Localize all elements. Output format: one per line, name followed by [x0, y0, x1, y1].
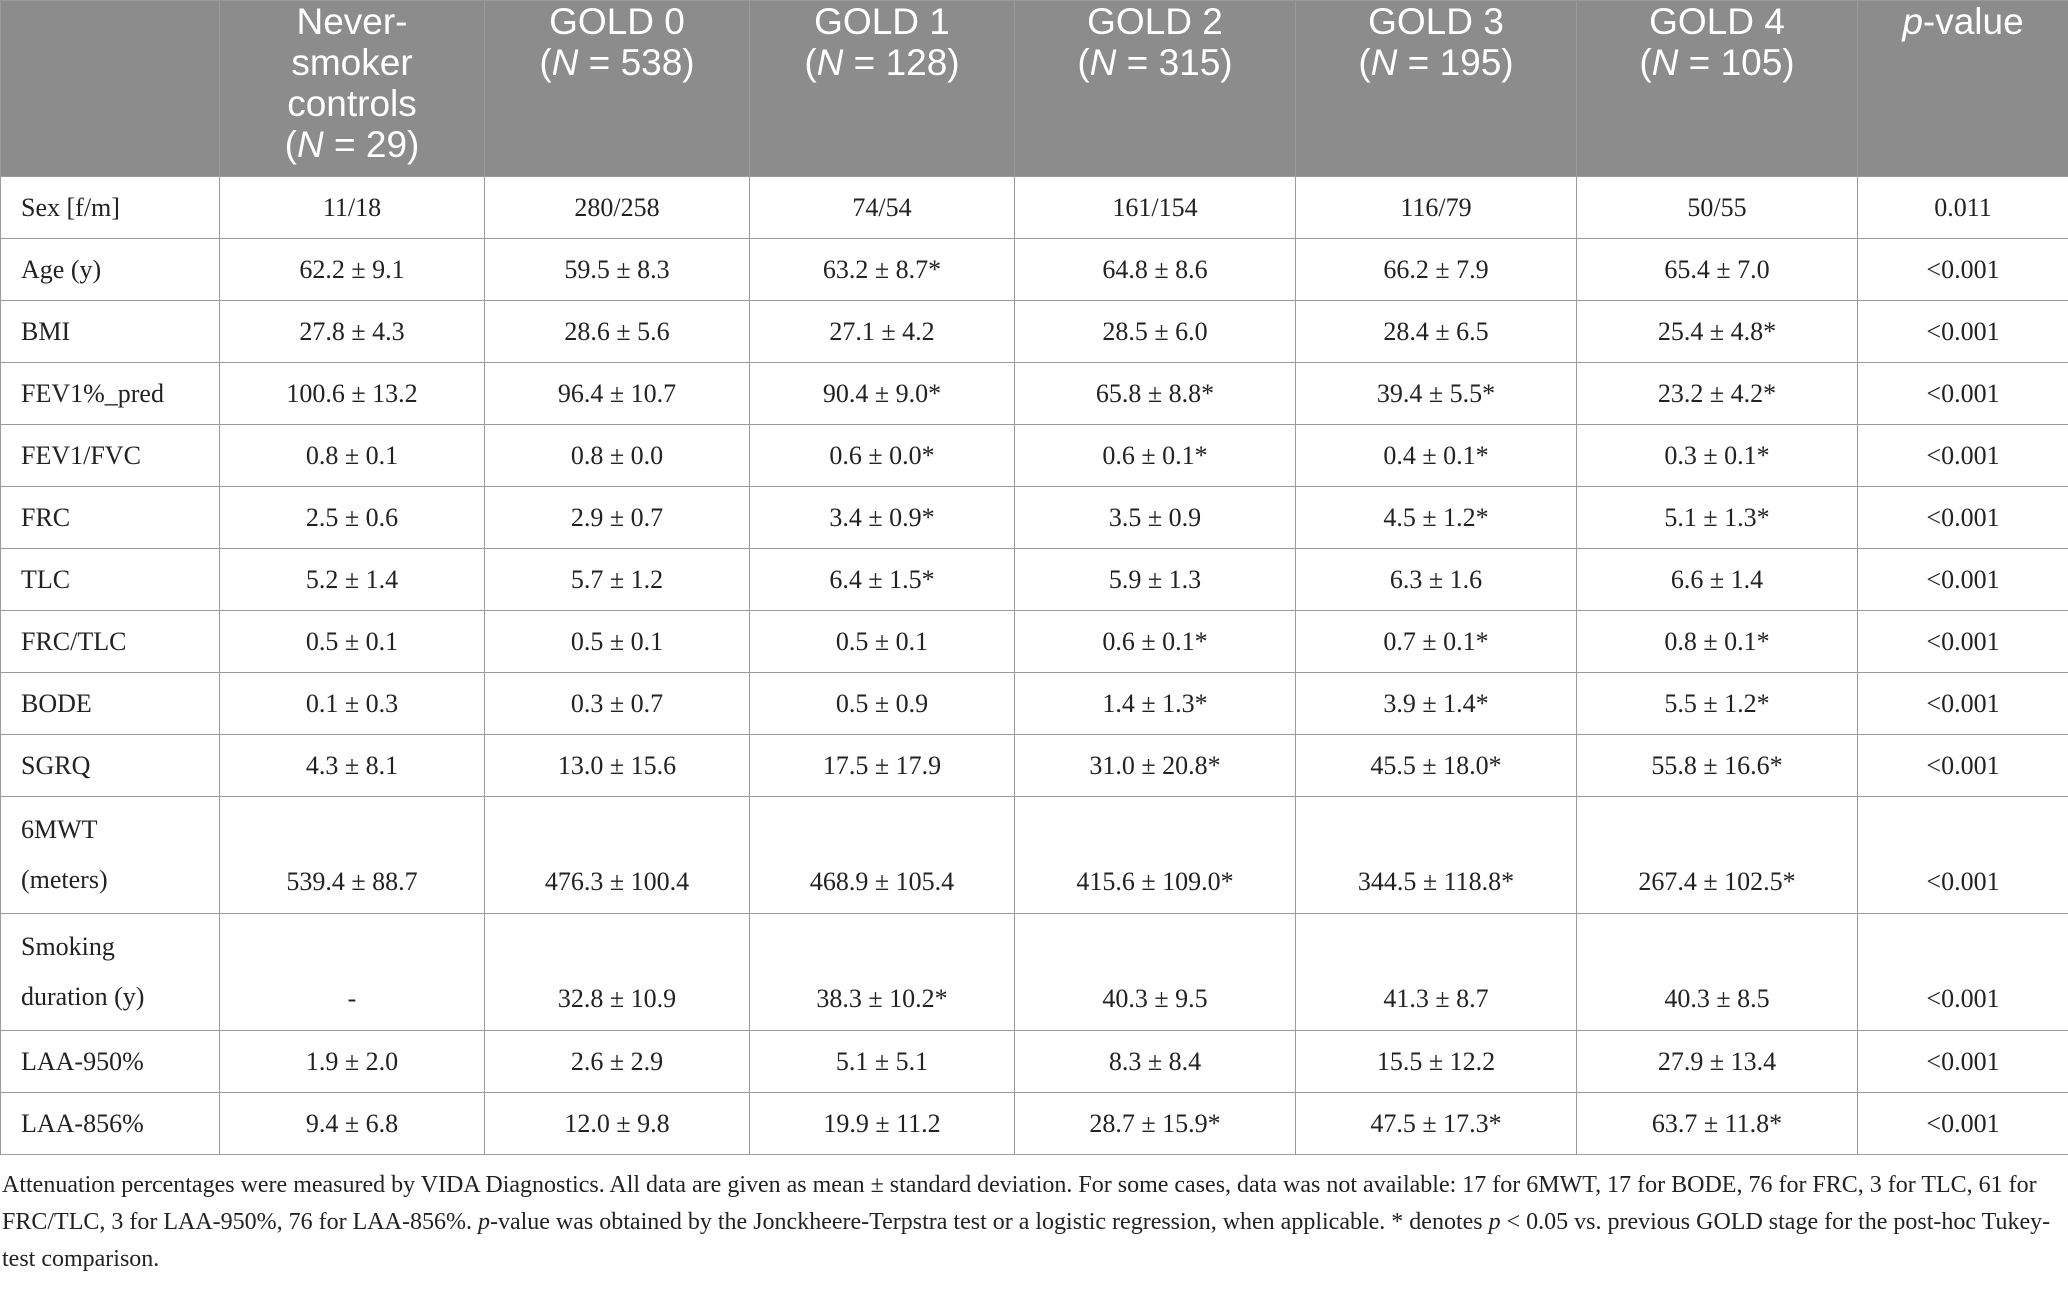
value-cell: 0.4 ± 0.1* [1296, 425, 1577, 487]
footnote-text: Attenuation percentages were measured by VIDA Diagnostics. All data are given as mean ± standard deviation. For some cases, data was not available: 17 for 6MWT, 17 for BODE, 76 for FRC, 3 for TLC, 61 for FRC/TLC, 3 for LAA-950%, 76 for LAA-856%. [2, 1172, 2037, 1235]
value-cell: 90.4 ± 9.0* [750, 363, 1015, 425]
p-value-cell: <0.001 [1858, 1093, 2068, 1155]
value-cell: 50/55 [1577, 177, 1858, 239]
value-cell: 23.2 ± 4.2* [1577, 363, 1858, 425]
row-label: BMI [1, 301, 220, 363]
value-cell: 55.8 ± 16.6* [1577, 735, 1858, 797]
value-cell: 5.1 ± 1.3* [1577, 487, 1858, 549]
p-value-cell: <0.001 [1858, 914, 2068, 1031]
value-cell: 267.4 ± 102.5* [1577, 797, 1858, 914]
value-cell: 41.3 ± 8.7 [1296, 914, 1577, 1031]
header-p-value [1858, 1, 2068, 177]
value-cell: 0.6 ± 0.1* [1015, 611, 1296, 673]
value-cell: 0.3 ± 0.7 [485, 673, 750, 735]
p-value-cell: <0.001 [1858, 549, 2068, 611]
header-title-line: smoker [291, 42, 413, 83]
p-value-cell: <0.001 [1858, 1031, 2068, 1093]
value-cell: 27.8 ± 4.3 [220, 301, 485, 363]
value-cell: 3.9 ± 1.4* [1296, 673, 1577, 735]
value-cell: 65.8 ± 8.8* [1015, 363, 1296, 425]
value-cell: 0.5 ± 0.9 [750, 673, 1015, 735]
value-cell: 5.1 ± 5.1 [750, 1031, 1015, 1093]
value-cell: 9.4 ± 6.8 [220, 1093, 485, 1155]
value-cell: 0.8 ± 0.0 [485, 425, 750, 487]
row-label: Sex [f/m] [1, 177, 220, 239]
value-cell: - [220, 914, 485, 1031]
header-gold-1 [750, 1, 1015, 177]
value-cell: 4.3 ± 8.1 [220, 735, 485, 797]
header-n: (N = 195) [1358, 42, 1514, 83]
value-cell: 0.8 ± 0.1 [220, 425, 485, 487]
value-cell: 2.6 ± 2.9 [485, 1031, 750, 1093]
value-cell: 25.4 ± 4.8* [1577, 301, 1858, 363]
value-cell: 0.5 ± 0.1 [750, 611, 1015, 673]
value-cell: 15.5 ± 12.2 [1296, 1031, 1577, 1093]
table-row [1, 363, 2068, 425]
value-cell: 28.5 ± 6.0 [1015, 301, 1296, 363]
header-row [1, 1, 2068, 177]
value-cell: 3.5 ± 0.9 [1015, 487, 1296, 549]
value-cell: 0.7 ± 0.1* [1296, 611, 1577, 673]
row-label: BODE [1, 673, 220, 735]
row-label-line: (meters) [21, 865, 108, 894]
value-cell: 63.2 ± 8.7* [750, 239, 1015, 301]
table-footnote [0, 1167, 2062, 1278]
value-cell: 6.3 ± 1.6 [1296, 549, 1577, 611]
value-cell: 280/258 [485, 177, 750, 239]
table-row [1, 301, 2068, 363]
value-cell: 96.4 ± 10.7 [485, 363, 750, 425]
p-value-cell: <0.001 [1858, 425, 2068, 487]
row-label: FEV1%_pred [1, 363, 220, 425]
value-cell: 1.4 ± 1.3* [1015, 673, 1296, 735]
value-cell: 19.9 ± 11.2 [750, 1093, 1015, 1155]
table-row [1, 549, 2068, 611]
header-title-line: GOLD 4 [1649, 1, 1785, 42]
table-row [1, 611, 2068, 673]
header-gold-2 [1015, 1, 1296, 177]
table-row [1, 1031, 2068, 1093]
row-label: FRC [1, 487, 220, 549]
header-n: (N = 538) [539, 42, 695, 83]
header-n: (N = 128) [804, 42, 960, 83]
p-value-cell: <0.001 [1858, 735, 2068, 797]
header-n: (N = 29) [284, 124, 420, 165]
row-label: LAA-856% [1, 1093, 220, 1155]
table-row [1, 914, 2068, 1031]
value-cell: 64.8 ± 8.6 [1015, 239, 1296, 301]
value-cell: 45.5 ± 18.0* [1296, 735, 1577, 797]
table-row [1, 797, 2068, 914]
footnote-p-symbol: p [1488, 1209, 1501, 1235]
value-cell: 27.1 ± 4.2 [750, 301, 1015, 363]
value-cell: 5.7 ± 1.2 [485, 549, 750, 611]
row-label: FEV1/FVC [1, 425, 220, 487]
value-cell: 27.9 ± 13.4 [1577, 1031, 1858, 1093]
row-label [1, 914, 220, 1031]
value-cell: 344.5 ± 118.8* [1296, 797, 1577, 914]
value-cell: 38.3 ± 10.2* [750, 914, 1015, 1031]
table-row [1, 177, 2068, 239]
value-cell: 28.7 ± 15.9* [1015, 1093, 1296, 1155]
value-cell: 539.4 ± 88.7 [220, 797, 485, 914]
value-cell: 415.6 ± 109.0* [1015, 797, 1296, 914]
p-value-cell: 0.011 [1858, 177, 2068, 239]
header-title-line: p-value [1902, 1, 2024, 42]
value-cell: 17.5 ± 17.9 [750, 735, 1015, 797]
header-n: (N = 315) [1077, 42, 1233, 83]
value-cell: 0.6 ± 0.1* [1015, 425, 1296, 487]
p-value-cell: <0.001 [1858, 487, 2068, 549]
value-cell: 63.7 ± 11.8* [1577, 1093, 1858, 1155]
header-title-line: GOLD 1 [814, 1, 950, 42]
p-value-cell: <0.001 [1858, 673, 2068, 735]
value-cell: 0.6 ± 0.0* [750, 425, 1015, 487]
header-never-smoker [220, 1, 485, 177]
value-cell: 100.6 ± 13.2 [220, 363, 485, 425]
value-cell: 47.5 ± 17.3* [1296, 1093, 1577, 1155]
value-cell: 116/79 [1296, 177, 1577, 239]
row-label-line: 6MWT [21, 815, 98, 844]
table-header [1, 1, 2068, 177]
table-row [1, 487, 2068, 549]
value-cell: 11/18 [220, 177, 485, 239]
value-cell: 39.4 ± 5.5* [1296, 363, 1577, 425]
value-cell: 12.0 ± 9.8 [485, 1093, 750, 1155]
p-value-cell: <0.001 [1858, 797, 2068, 914]
p-value-cell: <0.001 [1858, 239, 2068, 301]
value-cell: 6.6 ± 1.4 [1577, 549, 1858, 611]
header-n: (N = 105) [1639, 42, 1795, 83]
row-label-line: Smoking [21, 932, 115, 961]
header-title-line: Never- [296, 1, 408, 42]
row-label [1, 797, 220, 914]
table-body [1, 177, 2068, 1155]
value-cell: 59.5 ± 8.3 [485, 239, 750, 301]
value-cell: 0.3 ± 0.1* [1577, 425, 1858, 487]
header-title-line: GOLD 2 [1087, 1, 1223, 42]
value-cell: 62.2 ± 9.1 [220, 239, 485, 301]
value-cell: 0.5 ± 0.1 [485, 611, 750, 673]
value-cell: 3.4 ± 0.9* [750, 487, 1015, 549]
row-label: FRC/TLC [1, 611, 220, 673]
value-cell: 468.9 ± 105.4 [750, 797, 1015, 914]
value-cell: 2.5 ± 0.6 [220, 487, 485, 549]
table-row [1, 673, 2068, 735]
value-cell: 13.0 ± 15.6 [485, 735, 750, 797]
value-cell: 0.1 ± 0.3 [220, 673, 485, 735]
header-empty-cell [1, 1, 220, 177]
value-cell: 2.9 ± 0.7 [485, 487, 750, 549]
value-cell: 74/54 [750, 177, 1015, 239]
header-gold-0 [485, 1, 750, 177]
value-cell: 161/154 [1015, 177, 1296, 239]
value-cell: 6.4 ± 1.5* [750, 549, 1015, 611]
p-value-cell: <0.001 [1858, 301, 2068, 363]
value-cell: 476.3 ± 100.4 [485, 797, 750, 914]
value-cell: 32.8 ± 10.9 [485, 914, 750, 1031]
header-gold-3 [1296, 1, 1577, 177]
table-row [1, 425, 2068, 487]
footnote-text: -value was obtained by the Jonckheere-Terpstra test or a logistic regression, when applicable. * denotes [489, 1209, 1489, 1235]
header-title-line: GOLD 3 [1368, 1, 1504, 42]
value-cell: 5.2 ± 1.4 [220, 549, 485, 611]
value-cell: 8.3 ± 8.4 [1015, 1031, 1296, 1093]
header-title-line: GOLD 0 [549, 1, 685, 42]
value-cell: 5.9 ± 1.3 [1015, 549, 1296, 611]
value-cell: 40.3 ± 9.5 [1015, 914, 1296, 1031]
header-title-line: controls [287, 83, 417, 124]
value-cell: 4.5 ± 1.2* [1296, 487, 1577, 549]
value-cell: 0.5 ± 0.1 [220, 611, 485, 673]
row-label: SGRQ [1, 735, 220, 797]
value-cell: 31.0 ± 20.8* [1015, 735, 1296, 797]
footnote-p-symbol: p [477, 1209, 490, 1235]
value-cell: 0.8 ± 0.1* [1577, 611, 1858, 673]
value-cell: 28.4 ± 6.5 [1296, 301, 1577, 363]
row-label-line: duration (y) [21, 982, 145, 1011]
table-row [1, 735, 2068, 797]
value-cell: 65.4 ± 7.0 [1577, 239, 1858, 301]
table-row [1, 1093, 2068, 1155]
header-gold-4 [1577, 1, 1858, 177]
footnote-text: < 0.05 vs. previous GOLD stage for the post-hoc Tukey-test comparison. [2, 1209, 2051, 1272]
p-value-cell: <0.001 [1858, 611, 2068, 673]
value-cell: 5.5 ± 1.2* [1577, 673, 1858, 735]
row-label: Age (y) [1, 239, 220, 301]
value-cell: 28.6 ± 5.6 [485, 301, 750, 363]
value-cell: 40.3 ± 8.5 [1577, 914, 1858, 1031]
row-label: LAA-950% [1, 1031, 220, 1093]
table-row [1, 239, 2068, 301]
p-value-cell: <0.001 [1858, 363, 2068, 425]
row-label: TLC [1, 549, 220, 611]
value-cell: 66.2 ± 7.9 [1296, 239, 1577, 301]
value-cell: 1.9 ± 2.0 [220, 1031, 485, 1093]
